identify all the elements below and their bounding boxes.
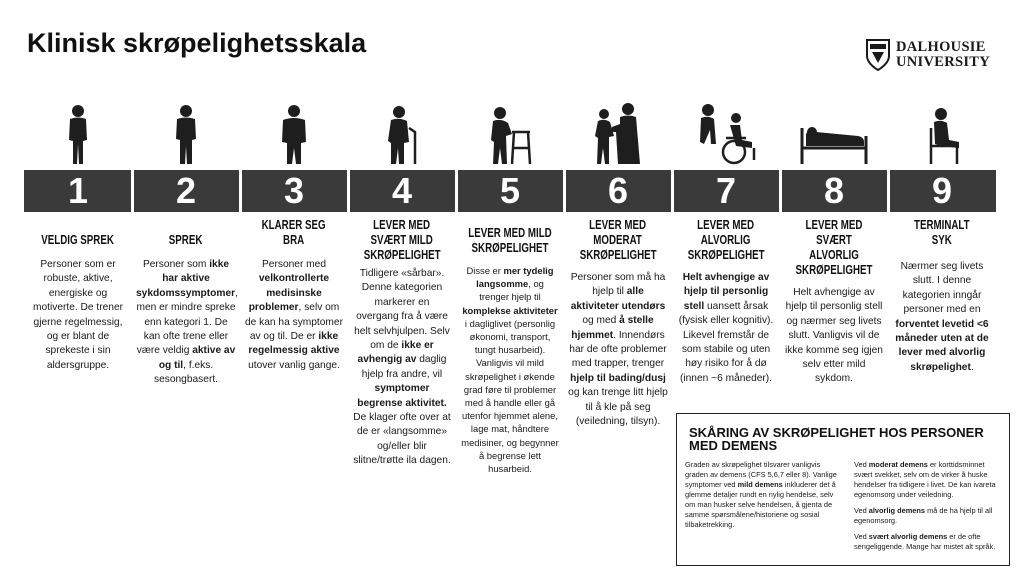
emphasis-text: ikke har aktive sykdomssymptomer [136,259,236,299]
body-text: De klager ofte over at de er «langsomme» og/eller blir slitne/trøtte ila dagen. [353,412,451,467]
body-text: Disse er [466,265,504,276]
level-column-5 [456,218,564,475]
level-number-1: 1 [67,170,89,211]
band-divider [671,170,674,212]
level-title: LEVER MED MILD SKRØPELIGHET [468,226,552,255]
body-text: , selv om de kan ha symptomer av og til. De er [245,302,343,343]
level-number-6: 6 [607,170,629,211]
level-number-4: 4 [391,170,413,211]
level-description [132,258,240,388]
level-column-2 [132,218,240,388]
level-number-2: 2 [175,170,197,211]
dementia-box-title: SKÅRING AV SKRØPELIGHET HOS PERSONER MED DEMENS [689,425,984,453]
dementia-scoring-box [676,413,1010,566]
body-text: Helt avhengige av hjelp til personlig stell og nærmer seg livets slutt. Vanligvis vil de ikke komme seg igjen selv etter mild sykdom. [785,287,883,385]
person-with-walker-icon [456,96,564,166]
body-text: Personer som [142,259,210,270]
body-text: , men er mindre spreke enn kategori 1. De kan ofte trene eller være veldig [136,287,238,357]
emphasis-text: ikke regelmessig aktive [248,331,340,357]
level-column-9 [888,218,996,375]
level-number-8: 8 [823,170,845,211]
body-text: . [970,361,974,373]
emphasis-text: forventet levetid <6 måneder uten at de lever med alvorlig skrøpelighet [895,318,989,373]
body-text: Personer som må ha hjelp til [570,272,666,298]
emphasis-text: Helt avhengige av hjelp til personlig stell [682,272,770,312]
logo-line-1: DALHOUSIE [896,39,986,55]
band-divider [347,170,350,212]
emphasis-text: velkontrollerte medisinske problemer [248,273,330,314]
band-divider [239,170,242,212]
body-text: i dagliglivet (personlig økonomi, transport, tungt husarbeid). Vanligvis vil mild skrøpelighet i økende grad føre til problemer med å handle eller gå utenfor hjemmet alene, lage mat, håndtere medisiner, og begynner å begrense lett husarbeid. [461,317,559,475]
emphasis-text: alle aktiviteter utendørs [570,286,666,312]
band-divider [887,170,890,212]
band-divider [131,170,134,212]
person-with-cane-icon [348,96,456,166]
page-title: Klinisk skrøpelighetsskala [27,28,367,58]
body-text: er korttidsminnet svært svekket, selv om de virker å huske hendelser fra tidligere i livet. De kan ivareta egenomsorg under veiledning. [853,460,996,499]
body-text: må de ha hjelp til all egenomsorg. [853,506,993,525]
body-text: Ved [853,460,869,469]
body-text: Nærmer seg livets slutt. I denne kategorien inngår personer med en [900,261,984,316]
body-text: inkluderer det å glemme detaljer rundt en nylig hendelse, selv om man husker selve hendelsen, å gjenta de samme spørsmålene/historiene og sosial tilbaketrekking. [685,480,836,529]
emphasis-text: ikke er avhengig av [357,340,434,366]
emphasis-text: mer tydelig langsomme [476,265,554,290]
figure-row [24,96,996,166]
body-text: utover vanlig gange. [248,359,340,371]
body-text: . Innendørs har de ofte problemer med trapper, trenger [569,329,667,370]
level-column-3 [240,218,348,373]
body-text: Personer med [262,259,326,270]
level-column-4 [348,218,456,469]
person-in-wheelchair-icon [672,96,780,166]
level-column-7 [672,218,780,386]
level-number-7: 7 [715,170,737,211]
body-text: er de ofte sengeliggende. Mange har mistet alt språk. [853,532,996,551]
emphasis-text: hjelp til bading/dusj [570,372,666,384]
level-number-3: 3 [283,170,305,211]
emphasis-text: svært alvorlig demens [868,532,948,541]
university-logo [866,36,1006,74]
body-text: og kan trenge litt hjelp til å kle på seg (veiledning, tilsyn). [568,387,668,428]
emphasis-text: komplekse aktiviteter [462,304,558,316]
body-text: Ved [853,506,869,515]
level-title: LEVER MED ALVORLIG SKRØPELIGHET [688,218,766,262]
standing-person-icon [24,96,132,166]
dementia-severe-text [854,506,1001,526]
level-title: TERMINALT SYK [914,218,970,247]
dementia-moderate-text [854,460,1001,500]
body-text: , og trenger hjelp til [479,278,544,303]
person-assisted-icon [564,96,672,166]
level-description [240,258,348,373]
level-title: LEVER MED SVÆRT ALVORLIG SKRØPELIGHET [795,218,873,277]
level-description [456,264,564,475]
band-divider [563,170,566,212]
level-description [24,258,132,373]
standing-person-icon [240,96,348,166]
logo-line-2: UNIVERSITY [896,54,991,70]
level-description [564,271,672,429]
emphasis-text: symptomer begrense aktivitet. [357,383,447,409]
dementia-right-text [844,460,1001,558]
band-divider [779,170,782,212]
body-text: Tidligere «sårbar». Denne kategorien markerer en overgang fra å være helt selvhjulpen. Selv om de [354,268,450,352]
body-text: og med [582,315,620,327]
level-title: VELDIG SPREK [41,233,115,247]
band-divider [455,170,458,212]
level-description [888,260,996,375]
level-number-9: 9 [931,170,953,211]
standing-person-icon [132,96,240,166]
dementia-left-text [685,460,844,558]
body-text: daglig hjelp fra andre, vil [361,354,447,380]
emphasis-text: alvorlig demens [868,506,926,515]
person-in-bed-icon [780,96,888,166]
emphasis-text: å stelle hjemmet [571,315,654,341]
body-text: Graden av skrøpelighet tilsvarer vanligvis graden av demens (CFS 5,6,7 eller 8). Vanlige symptomer ved [685,460,837,489]
level-title: KLARER SEG BRA [262,218,326,247]
level-title: LEVER MED SVÆRT MILD SKRØPELIGHET [364,218,442,262]
level-number-5: 5 [499,170,521,211]
dementia-very-severe-text [854,532,1001,552]
body-text: Ved [853,532,869,541]
body-text: Personer som er robuste, aktive, energiske og motiverte. De trener gjerne regelmessig, og er blant de sprekeste i sin aldersgruppe. [32,259,124,371]
level-column-8 [780,218,888,387]
emphasis-text: aktive av og til [158,345,236,371]
seated-person-icon [888,96,996,166]
level-description [348,267,456,469]
emphasis-text: mild demens [737,480,783,489]
level-column-6 [564,218,672,429]
body-text: uansett årsak (fysisk eller kognitiv). Likevel fremstår de som stabile og uten høy risiko for å dø (innen ~6 måneder). [678,300,774,384]
level-column-1 [24,218,132,373]
level-description [672,271,780,386]
level-description [780,286,888,387]
level-title: LEVER MED MODERAT SKRØPELIGHET [580,218,658,262]
body-text: , f.eks. sesongbasert. [154,359,218,386]
shield-icon [866,39,890,71]
level-title: SPREK [169,233,203,247]
scale-band [24,170,996,212]
emphasis-text: moderat demens [868,460,928,469]
